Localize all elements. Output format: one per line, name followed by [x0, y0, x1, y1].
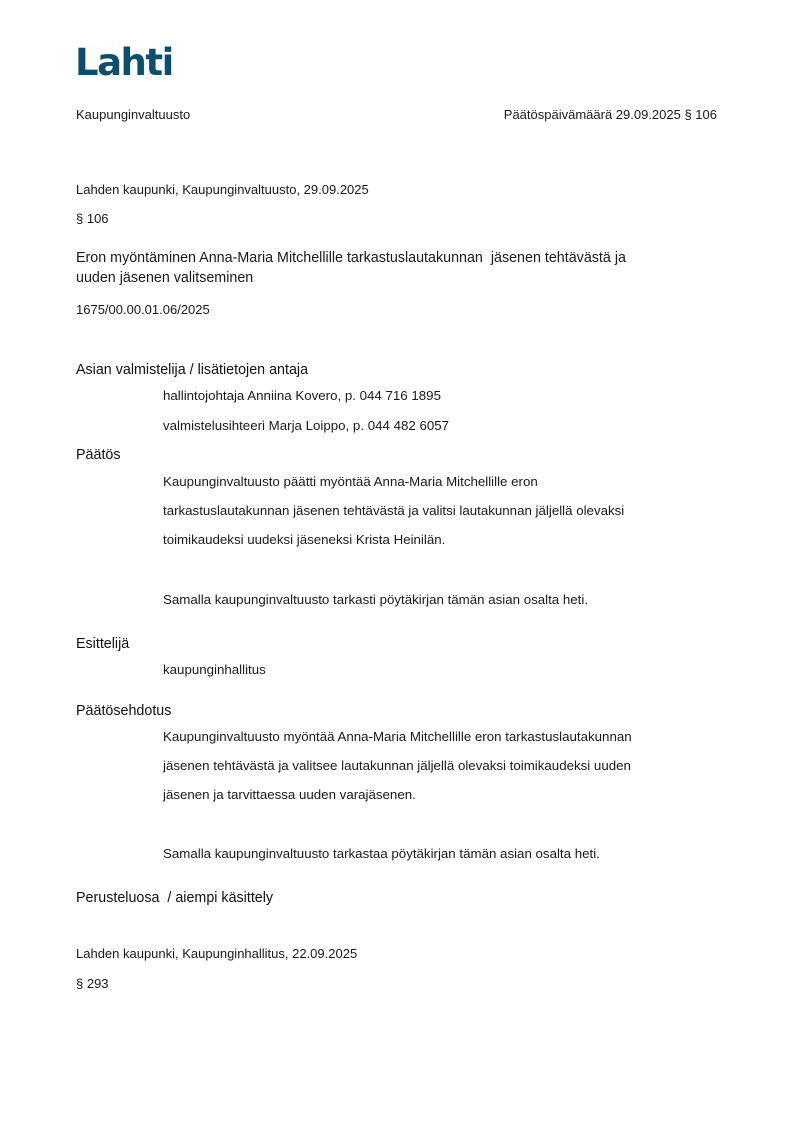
decision-line: tarkastuslautakunnan jäsenen tehtävästä ja valitsi lautakunnan jäljellä olevaksi: [163, 503, 625, 518]
diary-number: 1675/00.00.01.06/2025: [76, 302, 210, 317]
decision-line: Kaupunginvaltuusto päätti myöntää Anna-Maria Mitchellille eron: [163, 474, 538, 489]
proposal-heading: Päätösehdotus: [76, 703, 172, 719]
decision-extra: Samalla kaupunginvaltuusto tarkasti pöytäkirjan tämän asian osalta heti.: [163, 592, 589, 607]
organ-name: Kaupunginvaltuusto: [76, 107, 191, 122]
preparer-heading: Asian valmistelija / lisätietojen antaja: [76, 362, 309, 378]
proposal-line: jäsenen tehtävästä ja valitsee lautakunnan jäljellä olevaksi toimikaudeksi uuden: [163, 758, 631, 773]
presenter-value: kaupunginhallitus: [163, 662, 266, 677]
item-title-line-1: Eron myöntäminen Anna-Maria Mitchellille tarkastuslautakunnan jäsenen tehtävästä ja: [76, 250, 626, 266]
lahti-logo: Lahti: [75, 41, 173, 84]
proposal-extra: Samalla kaupunginvaltuusto tarkastaa pöytäkirjan tämän asian osalta heti.: [163, 846, 600, 861]
proposal-line: jäsenen ja tarvittaessa uuden varajäsenen.: [163, 787, 416, 802]
background-section: § 293: [76, 976, 109, 991]
item-title-line-2: uuden jäsenen valitseminen: [76, 270, 254, 286]
contact-item: valmistelusihteeri Marja Loippo, p. 044 482 6057: [163, 418, 450, 433]
meeting-line: Lahden kaupunki, Kaupunginvaltuusto, 29.09.2025: [76, 182, 369, 197]
decision-date: Päätöspäivämäärä 29.09.2025 § 106: [503, 107, 717, 122]
section-number: § 106: [76, 211, 109, 226]
contact-item: hallintojohtaja Anniina Kovero, p. 044 716 1895: [163, 388, 441, 403]
background-meeting-line: Lahden kaupunki, Kaupunginhallitus, 22.09.2025: [76, 946, 358, 961]
presenter-heading: Esittelijä: [76, 636, 130, 652]
decision-heading: Päätös: [76, 447, 121, 463]
background-heading: Perusteluosa / aiempi käsittely: [76, 890, 274, 906]
decision-line: toimikaudeksi uudeksi jäseneksi Krista Heinilän.: [163, 532, 446, 547]
item-title: [76, 248, 716, 288]
proposal-line: Kaupunginvaltuusto myöntää Anna-Maria Mitchellille eron tarkastuslautakunnan: [163, 729, 632, 744]
